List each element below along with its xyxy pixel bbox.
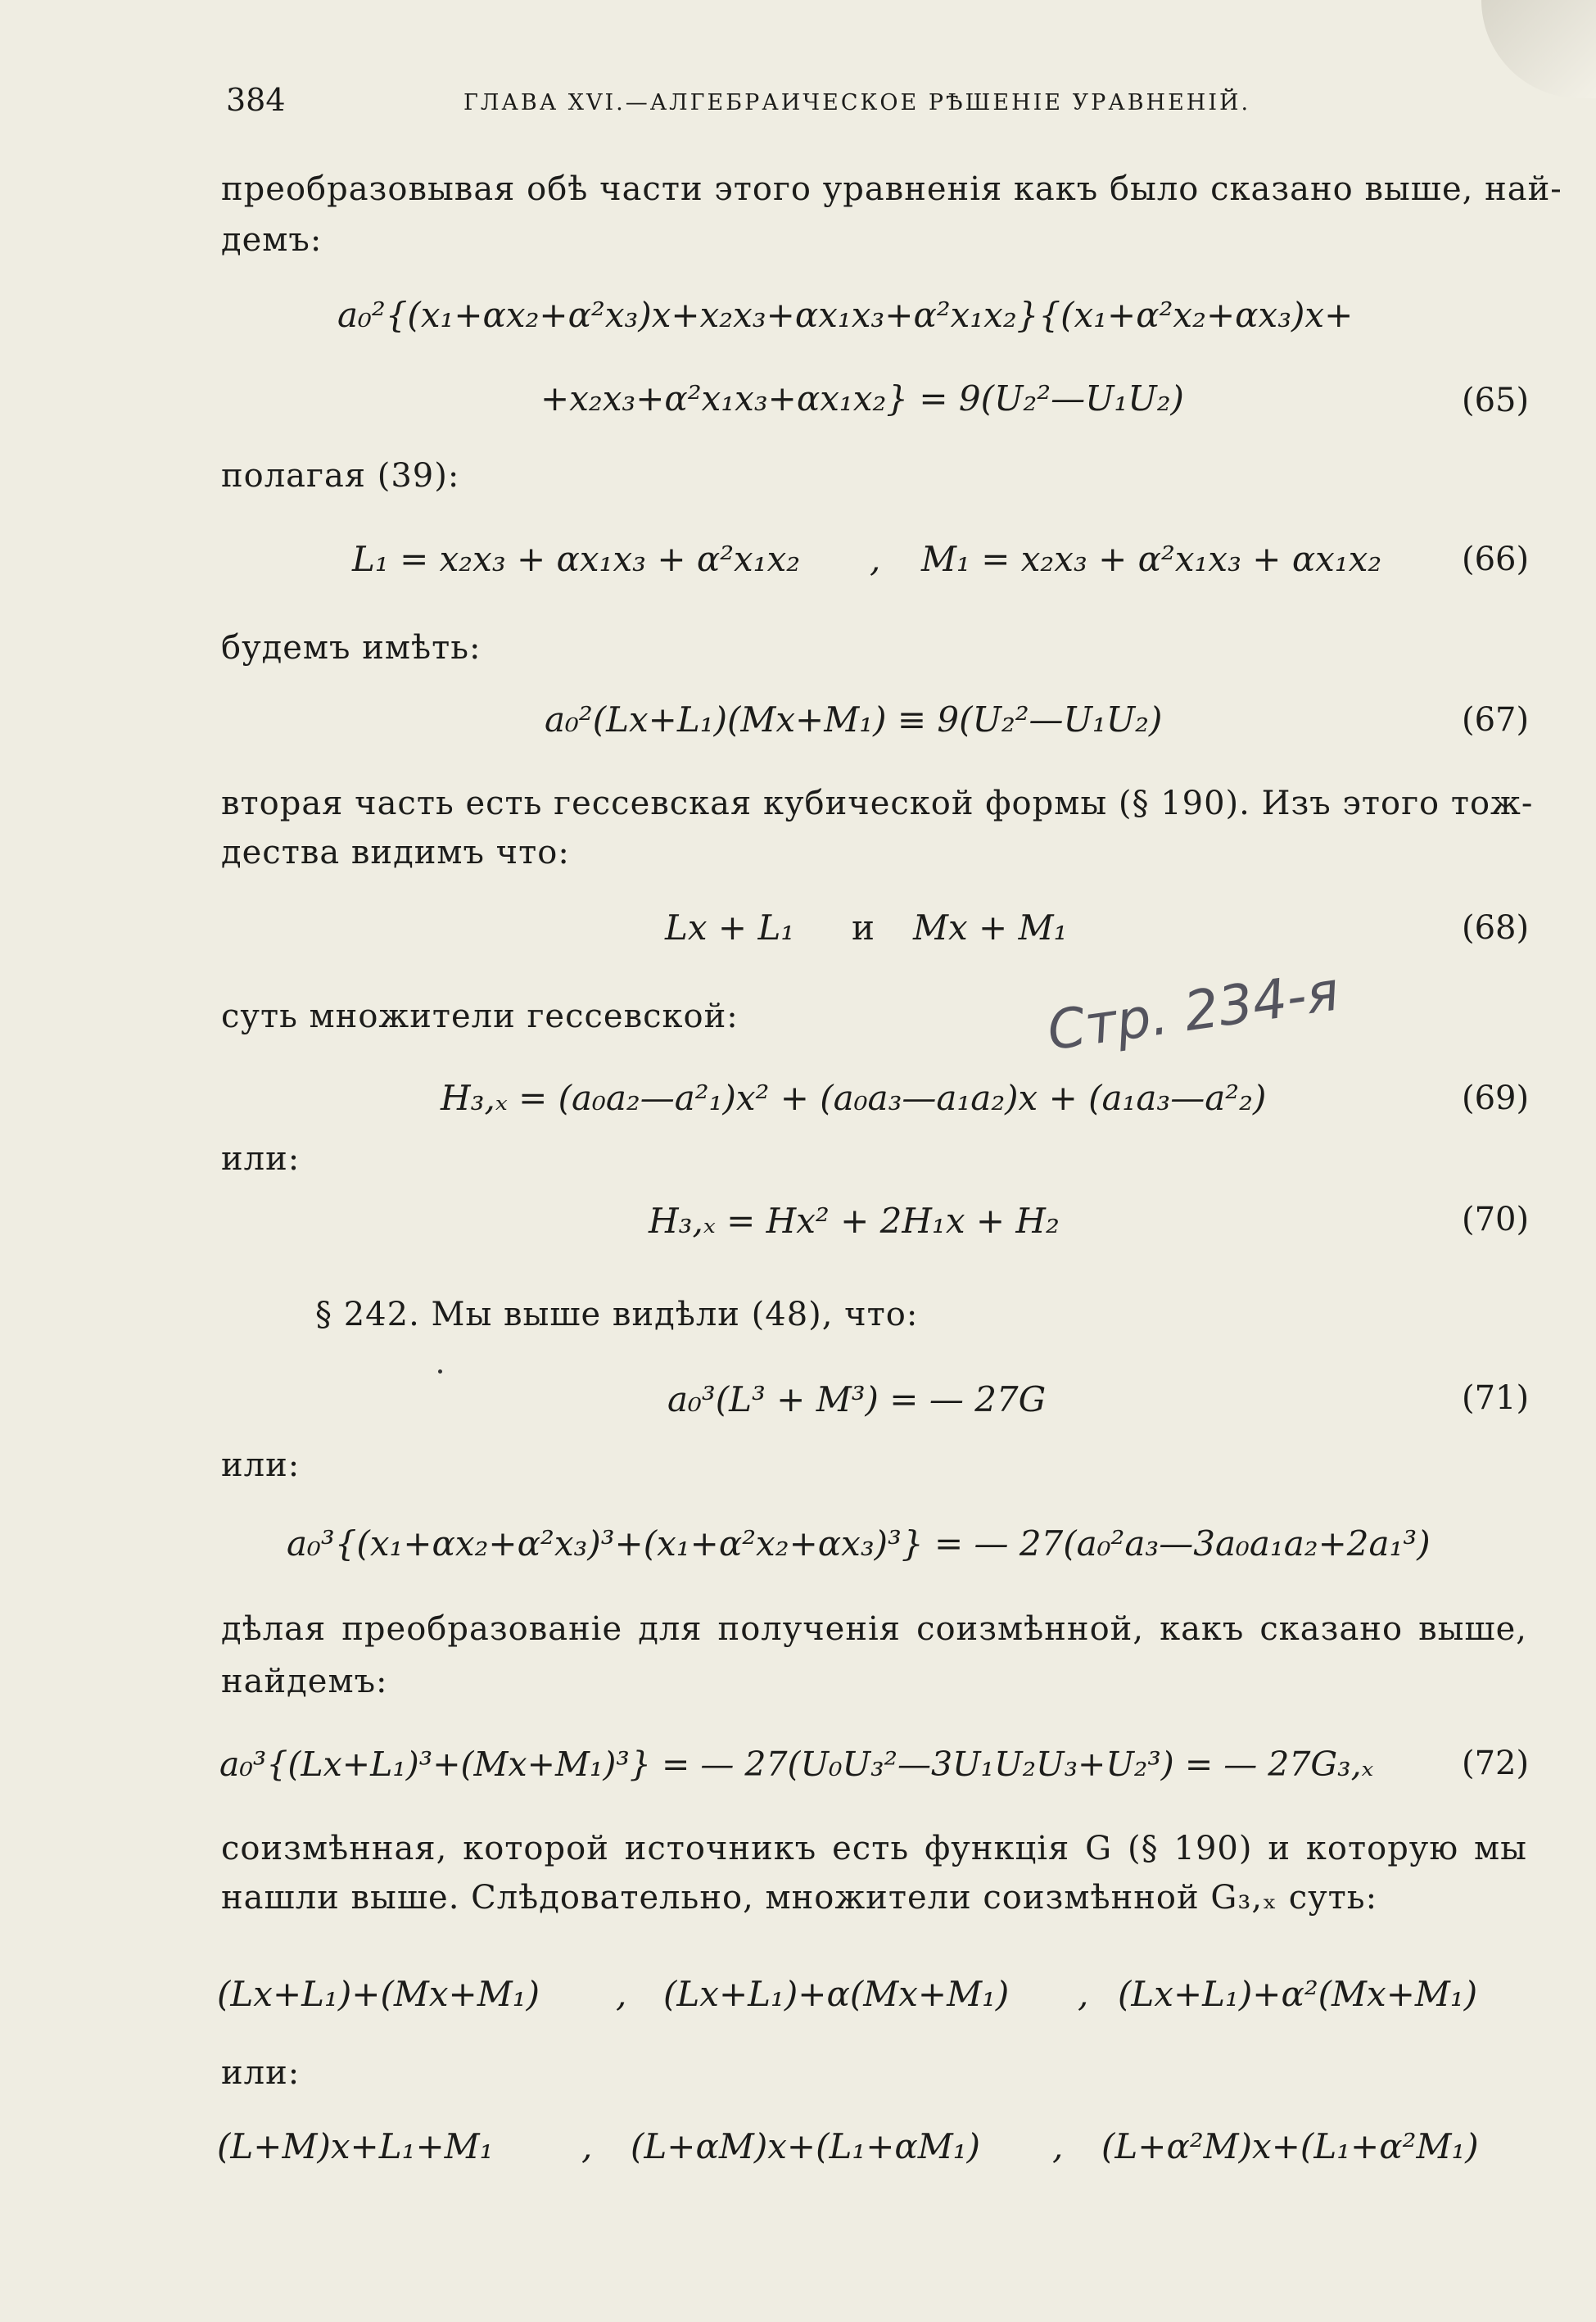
page-corner-shadow <box>1481 0 1596 98</box>
or-label-2: или: <box>221 1446 301 1484</box>
equation-71-number: (71) <box>1462 1379 1530 1417</box>
paragraph-7-line-2: найдемъ: <box>221 1663 388 1700</box>
factor-1b: (Lx+L₁)+α(Mx+M₁) <box>663 1974 1010 2014</box>
chapter-title: ГЛАВА XVI.—АЛГЕБРАИЧЕСКОЕ РѢШЕНІЕ УРАВНЕНІЙ. <box>463 90 1251 115</box>
paragraph-5: суть множители гессевской: <box>221 998 739 1035</box>
print-speck <box>438 1369 442 1374</box>
equation-71-expanded: a₀³{(x₁+αx₂+α²x₃)³+(x₁+α²x₂+αx₃)³} = — 27(a₀²a₃—3a₀a₁a₂+2a₁³) <box>287 1523 1431 1564</box>
equation-69-number: (69) <box>1462 1080 1530 1117</box>
equation-70-number: (70) <box>1462 1201 1530 1238</box>
equation-69: H₃,ₓ = (a₀a₂—a²₁)x² + (a₀a₃—a₁a₂)x + (a₁a₃—a²₂) <box>441 1078 1267 1118</box>
paragraph-2: полагая (39): <box>221 457 460 495</box>
factor-2c: (L+α²M)x+(L₁+α²M₁) <box>1101 2126 1479 2166</box>
paragraph-1-line-1: преобразовывая обѣ части этого уравненія какъ было сказано выше, най- <box>221 170 1562 208</box>
paragraph-4-line-2: дества видимъ что: <box>221 834 570 871</box>
paragraph-7-line-1: дѣлая преобразованіе для полученія соизмѣнной, какъ сказано выше, <box>221 1610 1527 1648</box>
factor-separator-3: , <box>581 2126 593 2166</box>
equation-71: a₀³(L³ + M³) = — 27G <box>667 1379 1047 1419</box>
equation-72: a₀³{(Lx+L₁)³+(Mx+M₁)³} = — 27(U₀U₃²—3U₁U₂U₃+U₂³) = — 27G₃,ₓ <box>219 1745 1374 1784</box>
equation-67-number: (67) <box>1462 701 1530 739</box>
equation-66-separator: , <box>870 539 881 579</box>
or-label-1: или: <box>221 1140 301 1178</box>
paragraph-3: будемъ имѣть: <box>221 629 482 667</box>
equation-66-number: (66) <box>1462 541 1530 578</box>
factor-separator-1: , <box>616 1974 627 2014</box>
paragraph-1-line-2: демъ: <box>221 221 323 259</box>
page-number: 384 <box>226 82 286 118</box>
equation-66-m1: M₁ = x₂x₃ + α²x₁x₃ + αx₁x₂ <box>921 539 1382 579</box>
equation-70: H₃,ₓ = Hx² + 2H₁x + H₂ <box>649 1201 1060 1241</box>
equation-67: a₀²(Lx+L₁)(Mx+M₁) ≡ 9(U₂²—U₁U₂) <box>545 699 1163 740</box>
section-242-intro: § 242. Мы выше видѣли (48), что: <box>315 1296 919 1333</box>
or-label-3: или: <box>221 2054 301 2092</box>
factor-2b: (L+αM)x+(L₁+αM₁) <box>631 2126 980 2166</box>
equation-68-left: Lx + L₁ <box>665 908 795 948</box>
factor-separator-2: , <box>1078 1974 1089 2014</box>
equation-72-number: (72) <box>1462 1745 1530 1782</box>
handwritten-page-note: Стр. 234-я <box>1043 959 1343 1063</box>
equation-68-number: (68) <box>1462 909 1530 947</box>
equation-65-number: (65) <box>1462 382 1530 419</box>
equation-66-l1: L₁ = x₂x₃ + αx₁x₃ + α²x₁x₂ <box>352 539 801 579</box>
paragraph-8-line-1: соизмѣнная, которой источникъ есть функція G (§ 190) и которую мы <box>221 1830 1527 1867</box>
equation-68-and: и <box>852 908 875 948</box>
factor-1a: (Lx+L₁)+(Mx+M₁) <box>217 1974 540 2014</box>
equation-65-line-2: +x₂x₃+α²x₁x₃+αx₁x₂} = 9(U₂²—U₁U₂) <box>540 378 1184 419</box>
paragraph-8-line-2: нашли выше. Слѣдовательно, множители соизмѣнной G₃,ₓ суть: <box>221 1879 1378 1917</box>
equation-68-right: Mx + M₁ <box>913 908 1068 948</box>
factor-separator-4: , <box>1052 2126 1064 2166</box>
equation-65-line-1: a₀²{(x₁+αx₂+α²x₃)x+x₂x₃+αx₁x₃+α²x₁x₂}{(x₁+α²x₂+αx₃)x+ <box>337 295 1354 335</box>
factor-2a: (L+M)x+L₁+M₁ <box>217 2126 494 2166</box>
paragraph-4-line-1: вторая часть есть гессевская кубической формы (§ 190). Изъ этого тож- <box>221 785 1534 822</box>
factor-1c: (Lx+L₁)+α²(Mx+M₁) <box>1118 1974 1478 2014</box>
